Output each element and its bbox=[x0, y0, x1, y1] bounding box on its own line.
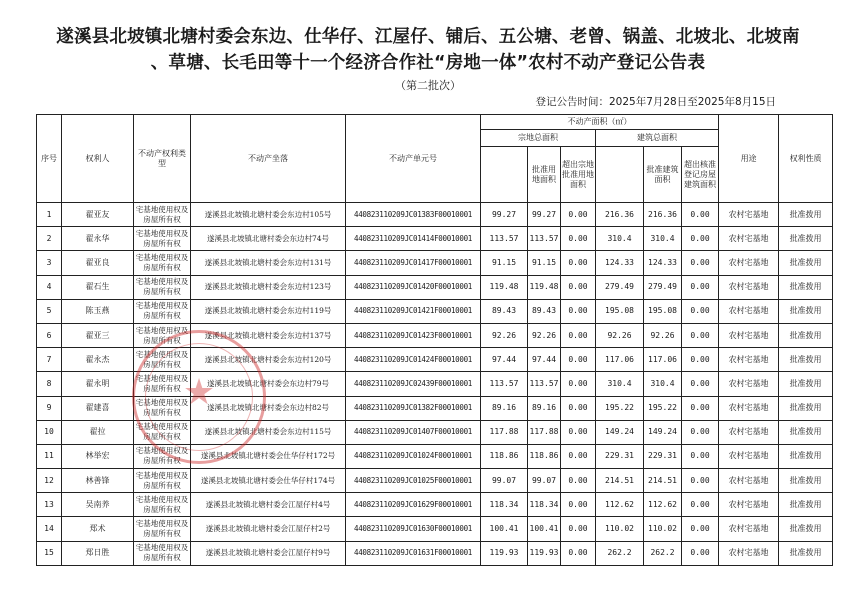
table-row bbox=[37, 493, 833, 517]
row-nature: 批准拨用 bbox=[779, 517, 833, 541]
row-owner: 郑日胜 bbox=[62, 541, 134, 565]
row-use: 农村宅基地 bbox=[719, 372, 779, 396]
row-land-total: 119.48 bbox=[481, 275, 528, 299]
row-seq: 7 bbox=[37, 348, 62, 372]
row-right-type: 宅基地使用权及房屋所有权 bbox=[134, 299, 191, 323]
row-land-total: 117.88 bbox=[481, 420, 528, 444]
row-land-excess: 0.00 bbox=[561, 299, 596, 323]
row-building-approved: 112.62 bbox=[644, 493, 682, 517]
row-location: 遂溪县北坡镇北塘村委会东边村74号 bbox=[191, 227, 346, 251]
header-right-type: 不动产权利类型 bbox=[134, 115, 191, 203]
row-unit-no: 440823110209JC01629F00010001 bbox=[346, 493, 481, 517]
row-land-approved: 89.43 bbox=[528, 299, 561, 323]
row-building-excess: 0.00 bbox=[682, 420, 719, 444]
row-right-type: 宅基地使用权及房屋所有权 bbox=[134, 372, 191, 396]
row-building-excess: 0.00 bbox=[682, 541, 719, 565]
row-land-total: 113.57 bbox=[481, 372, 528, 396]
row-right-type: 宅基地使用权及房屋所有权 bbox=[134, 323, 191, 347]
row-seq: 9 bbox=[37, 396, 62, 420]
row-use: 农村宅基地 bbox=[719, 323, 779, 347]
row-building-excess: 0.00 bbox=[682, 323, 719, 347]
row-building-excess: 0.00 bbox=[682, 372, 719, 396]
row-nature: 批准拨用 bbox=[779, 493, 833, 517]
row-building-approved: 279.49 bbox=[644, 275, 682, 299]
row-building-total: 110.02 bbox=[596, 517, 644, 541]
row-seq: 10 bbox=[37, 420, 62, 444]
table-row bbox=[37, 420, 833, 444]
row-building-excess: 0.00 bbox=[682, 251, 719, 275]
row-land-approved: 119.48 bbox=[528, 275, 561, 299]
table-row bbox=[37, 469, 833, 493]
row-owner: 林举宏 bbox=[62, 444, 134, 468]
row-land-total: 118.86 bbox=[481, 444, 528, 468]
row-unit-no: 440823110209JC01421F00010001 bbox=[346, 299, 481, 323]
row-building-total: 112.62 bbox=[596, 493, 644, 517]
row-land-excess: 0.00 bbox=[561, 396, 596, 420]
row-seq: 15 bbox=[37, 541, 62, 565]
row-seq: 5 bbox=[37, 299, 62, 323]
table-row bbox=[37, 517, 833, 541]
row-nature: 批准拨用 bbox=[779, 444, 833, 468]
header-owner: 权利人 bbox=[62, 115, 134, 203]
row-right-type: 宅基地使用权及房屋所有权 bbox=[134, 348, 191, 372]
announcement-period: 登记公告时间：2025年7月28日至2025年8月15日 bbox=[535, 96, 776, 108]
row-unit-no: 440823110209JC01424F00010001 bbox=[346, 348, 481, 372]
row-land-excess: 0.00 bbox=[561, 469, 596, 493]
row-building-approved: 229.31 bbox=[644, 444, 682, 468]
row-nature: 批准拨用 bbox=[779, 299, 833, 323]
row-land-approved: 113.57 bbox=[528, 227, 561, 251]
row-use: 农村宅基地 bbox=[719, 299, 779, 323]
table-row bbox=[37, 541, 833, 565]
row-land-excess: 0.00 bbox=[561, 420, 596, 444]
row-land-total: 97.44 bbox=[481, 348, 528, 372]
row-right-type: 宅基地使用权及房屋所有权 bbox=[134, 420, 191, 444]
row-building-approved: 262.2 bbox=[644, 541, 682, 565]
row-right-type: 宅基地使用权及房屋所有权 bbox=[134, 517, 191, 541]
row-seq: 3 bbox=[37, 251, 62, 275]
row-location: 遂溪县北坡镇北塘村委会东边村115号 bbox=[191, 420, 346, 444]
row-nature: 批准拨用 bbox=[779, 372, 833, 396]
row-use: 农村宅基地 bbox=[719, 203, 779, 227]
row-building-approved: 214.51 bbox=[644, 469, 682, 493]
document-title bbox=[10, 24, 846, 76]
row-use: 农村宅基地 bbox=[719, 420, 779, 444]
row-land-approved: 117.88 bbox=[528, 420, 561, 444]
row-land-excess: 0.00 bbox=[561, 323, 596, 347]
row-location: 遂溪县北坡镇北塘村委会江屋仔村2号 bbox=[191, 517, 346, 541]
table-row bbox=[37, 227, 833, 251]
row-land-excess: 0.00 bbox=[561, 203, 596, 227]
row-land-total: 92.26 bbox=[481, 323, 528, 347]
header-land-excess: 超出宗地批准用地面积 bbox=[561, 147, 596, 203]
table-row bbox=[37, 396, 833, 420]
table-row bbox=[37, 299, 833, 323]
row-owner: 林善锋 bbox=[62, 469, 134, 493]
row-use: 农村宅基地 bbox=[719, 517, 779, 541]
row-land-total: 113.57 bbox=[481, 227, 528, 251]
row-land-approved: 113.57 bbox=[528, 372, 561, 396]
row-land-excess: 0.00 bbox=[561, 251, 596, 275]
header-nature: 权利性质 bbox=[779, 115, 833, 203]
row-right-type: 宅基地使用权及房屋所有权 bbox=[134, 227, 191, 251]
row-land-total: 89.43 bbox=[481, 299, 528, 323]
row-nature: 批准拨用 bbox=[779, 469, 833, 493]
seal-star-icon: ★ bbox=[182, 372, 216, 413]
title-line-1: 遂溪县北坡镇北塘村委会东边、仕华仔、江屋仔、铺后、五公塘、老曾、锅盖、北坡北、北坡南 bbox=[56, 27, 800, 47]
table-row bbox=[37, 251, 833, 275]
row-unit-no: 440823110209JC01382F00010001 bbox=[346, 396, 481, 420]
row-land-approved: 118.86 bbox=[528, 444, 561, 468]
header-seq: 序号 bbox=[37, 115, 62, 203]
row-use: 农村宅基地 bbox=[719, 541, 779, 565]
row-land-excess: 0.00 bbox=[561, 275, 596, 299]
row-owner: 郑术 bbox=[62, 517, 134, 541]
row-building-excess: 0.00 bbox=[682, 517, 719, 541]
row-unit-no: 440823110209JC01631F00010001 bbox=[346, 541, 481, 565]
header-land-group: 宗地总面积 bbox=[481, 130, 596, 147]
row-land-total: 99.07 bbox=[481, 469, 528, 493]
row-land-approved: 91.15 bbox=[528, 251, 561, 275]
row-building-approved: 216.36 bbox=[644, 203, 682, 227]
row-building-total: 124.33 bbox=[596, 251, 644, 275]
row-building-approved: 310.4 bbox=[644, 372, 682, 396]
row-building-approved: 110.02 bbox=[644, 517, 682, 541]
row-building-total: 279.49 bbox=[596, 275, 644, 299]
row-use: 农村宅基地 bbox=[719, 251, 779, 275]
registration-table bbox=[36, 114, 833, 566]
row-location: 遂溪县北坡镇北塘村委会东边村82号 bbox=[191, 396, 346, 420]
row-nature: 批准拨用 bbox=[779, 203, 833, 227]
title-line-2: 、草塘、长毛田等十一个经济合作社“房地一体”农村不动产登记公告表 bbox=[150, 53, 706, 73]
row-building-total: 216.36 bbox=[596, 203, 644, 227]
row-location: 遂溪县北坡镇北塘村委会江屋仔村4号 bbox=[191, 493, 346, 517]
table-row bbox=[37, 444, 833, 468]
row-use: 农村宅基地 bbox=[719, 348, 779, 372]
header-unit-no: 不动产单元号 bbox=[346, 115, 481, 203]
row-building-excess: 0.00 bbox=[682, 203, 719, 227]
row-right-type: 宅基地使用权及房屋所有权 bbox=[134, 541, 191, 565]
row-location: 遂溪县北坡镇北塘村委会东边村120号 bbox=[191, 348, 346, 372]
row-land-approved: 99.27 bbox=[528, 203, 561, 227]
row-land-excess: 0.00 bbox=[561, 348, 596, 372]
row-seq: 2 bbox=[37, 227, 62, 251]
row-unit-no: 440823110209JC01383F00010001 bbox=[346, 203, 481, 227]
row-building-excess: 0.00 bbox=[682, 275, 719, 299]
row-owner: 翟永华 bbox=[62, 227, 134, 251]
row-right-type: 宅基地使用权及房屋所有权 bbox=[134, 493, 191, 517]
row-owner: 翟建喜 bbox=[62, 396, 134, 420]
table-row bbox=[37, 348, 833, 372]
header-area-group: 不动产面积（㎡） bbox=[481, 115, 719, 130]
table-body bbox=[37, 203, 833, 566]
row-land-excess: 0.00 bbox=[561, 541, 596, 565]
row-building-total: 262.2 bbox=[596, 541, 644, 565]
row-use: 农村宅基地 bbox=[719, 275, 779, 299]
header-building-total bbox=[596, 147, 644, 203]
header-building-approved: 批准建筑面积 bbox=[644, 147, 682, 203]
row-nature: 批准拨用 bbox=[779, 420, 833, 444]
row-use: 农村宅基地 bbox=[719, 493, 779, 517]
row-building-excess: 0.00 bbox=[682, 227, 719, 251]
row-owner: 翟永杰 bbox=[62, 348, 134, 372]
row-seq: 14 bbox=[37, 517, 62, 541]
row-use: 农村宅基地 bbox=[719, 469, 779, 493]
row-unit-no: 440823110209JC01630F00010001 bbox=[346, 517, 481, 541]
row-land-approved: 119.93 bbox=[528, 541, 561, 565]
row-right-type: 宅基地使用权及房屋所有权 bbox=[134, 396, 191, 420]
row-land-total: 119.93 bbox=[481, 541, 528, 565]
row-location: 遂溪县北坡镇北塘村委会东边村123号 bbox=[191, 275, 346, 299]
row-seq: 4 bbox=[37, 275, 62, 299]
row-owner: 翟拉 bbox=[62, 420, 134, 444]
row-seq: 13 bbox=[37, 493, 62, 517]
row-land-total: 91.15 bbox=[481, 251, 528, 275]
row-owner: 翟亚三 bbox=[62, 323, 134, 347]
row-land-approved: 99.07 bbox=[528, 469, 561, 493]
table-row bbox=[37, 203, 833, 227]
row-nature: 批准拨用 bbox=[779, 323, 833, 347]
row-use: 农村宅基地 bbox=[719, 444, 779, 468]
row-unit-no: 440823110209JC01414F00010001 bbox=[346, 227, 481, 251]
row-building-approved: 124.33 bbox=[644, 251, 682, 275]
header-location: 不动产坐落 bbox=[191, 115, 346, 203]
header-building-group: 建筑总面积 bbox=[596, 130, 719, 147]
row-building-total: 117.06 bbox=[596, 348, 644, 372]
row-land-total: 99.27 bbox=[481, 203, 528, 227]
row-owner: 翟永明 bbox=[62, 372, 134, 396]
row-building-total: 195.22 bbox=[596, 396, 644, 420]
row-building-total: 310.4 bbox=[596, 227, 644, 251]
row-land-total: 89.16 bbox=[481, 396, 528, 420]
row-building-excess: 0.00 bbox=[682, 348, 719, 372]
row-building-approved: 117.06 bbox=[644, 348, 682, 372]
row-location: 遂溪县北坡镇北塘村委会江屋仔村9号 bbox=[191, 541, 346, 565]
row-owner: 翟亚良 bbox=[62, 251, 134, 275]
header-land-total bbox=[481, 147, 528, 203]
row-land-excess: 0.00 bbox=[561, 227, 596, 251]
row-nature: 批准拨用 bbox=[779, 275, 833, 299]
row-building-approved: 195.22 bbox=[644, 396, 682, 420]
row-land-excess: 0.00 bbox=[561, 372, 596, 396]
row-unit-no: 440823110209JC01024F00010001 bbox=[346, 444, 481, 468]
row-location: 遂溪县北坡镇北塘村委会东边村137号 bbox=[191, 323, 346, 347]
row-building-total: 229.31 bbox=[596, 444, 644, 468]
row-building-total: 214.51 bbox=[596, 469, 644, 493]
row-building-approved: 310.4 bbox=[644, 227, 682, 251]
row-unit-no: 440823110209JC01025F00010001 bbox=[346, 469, 481, 493]
row-unit-no: 440823110209JC01407F00010001 bbox=[346, 420, 481, 444]
row-nature: 批准拨用 bbox=[779, 348, 833, 372]
row-right-type: 宅基地使用权及房屋所有权 bbox=[134, 275, 191, 299]
row-unit-no: 440823110209JC01420F00010001 bbox=[346, 275, 481, 299]
table-row bbox=[37, 372, 833, 396]
row-location: 遂溪县北坡镇北塘村委会仕华仔村174号 bbox=[191, 469, 346, 493]
row-building-total: 92.26 bbox=[596, 323, 644, 347]
row-building-approved: 149.24 bbox=[644, 420, 682, 444]
row-owner: 陈玉燕 bbox=[62, 299, 134, 323]
row-building-approved: 195.08 bbox=[644, 299, 682, 323]
row-location: 遂溪县北坡镇北塘村委会东边村105号 bbox=[191, 203, 346, 227]
row-building-excess: 0.00 bbox=[682, 493, 719, 517]
row-right-type: 宅基地使用权及房屋所有权 bbox=[134, 469, 191, 493]
row-nature: 批准拨用 bbox=[779, 227, 833, 251]
row-building-total: 310.4 bbox=[596, 372, 644, 396]
row-seq: 12 bbox=[37, 469, 62, 493]
row-unit-no: 440823110209JC01423F00010001 bbox=[346, 323, 481, 347]
row-land-excess: 0.00 bbox=[561, 444, 596, 468]
row-right-type: 宅基地使用权及房屋所有权 bbox=[134, 251, 191, 275]
header-use: 用途 bbox=[719, 115, 779, 203]
row-owner: 翟石生 bbox=[62, 275, 134, 299]
header-land-approved: 批准用地面积 bbox=[528, 147, 561, 203]
row-location: 遂溪县北坡镇北塘村委会东边村131号 bbox=[191, 251, 346, 275]
row-land-approved: 92.26 bbox=[528, 323, 561, 347]
row-location: 遂溪县北坡镇北塘村委会东边村79号 bbox=[191, 372, 346, 396]
row-owner: 翟亚友 bbox=[62, 203, 134, 227]
header-building-excess: 超出核准登记房屋建筑面积 bbox=[682, 147, 719, 203]
row-use: 农村宅基地 bbox=[719, 227, 779, 251]
row-unit-no: 440823110209JC02439F00010001 bbox=[346, 372, 481, 396]
row-building-excess: 0.00 bbox=[682, 299, 719, 323]
row-building-excess: 0.00 bbox=[682, 469, 719, 493]
row-land-total: 100.41 bbox=[481, 517, 528, 541]
row-building-excess: 0.00 bbox=[682, 444, 719, 468]
row-nature: 批准拨用 bbox=[779, 251, 833, 275]
row-land-excess: 0.00 bbox=[561, 517, 596, 541]
row-building-total: 195.08 bbox=[596, 299, 644, 323]
row-land-approved: 118.34 bbox=[528, 493, 561, 517]
row-seq: 1 bbox=[37, 203, 62, 227]
row-right-type: 宅基地使用权及房屋所有权 bbox=[134, 444, 191, 468]
row-location: 遂溪县北坡镇北塘村委会仕华仔村172号 bbox=[191, 444, 346, 468]
row-seq: 11 bbox=[37, 444, 62, 468]
row-nature: 批准拨用 bbox=[779, 396, 833, 420]
row-building-total: 149.24 bbox=[596, 420, 644, 444]
table-row bbox=[37, 275, 833, 299]
row-use: 农村宅基地 bbox=[719, 396, 779, 420]
row-seq: 8 bbox=[37, 372, 62, 396]
row-land-excess: 0.00 bbox=[561, 493, 596, 517]
row-land-approved: 89.16 bbox=[528, 396, 561, 420]
row-land-total: 118.34 bbox=[481, 493, 528, 517]
row-seq: 6 bbox=[37, 323, 62, 347]
row-right-type: 宅基地使用权及房屋所有权 bbox=[134, 203, 191, 227]
row-land-approved: 100.41 bbox=[528, 517, 561, 541]
row-land-approved: 97.44 bbox=[528, 348, 561, 372]
row-unit-no: 440823110209JC01417F00010001 bbox=[346, 251, 481, 275]
row-owner: 吴南养 bbox=[62, 493, 134, 517]
row-nature: 批准拨用 bbox=[779, 541, 833, 565]
row-building-excess: 0.00 bbox=[682, 396, 719, 420]
row-building-approved: 92.26 bbox=[644, 323, 682, 347]
batch-subtitle: （第二批次） bbox=[395, 79, 461, 92]
table-row bbox=[37, 323, 833, 347]
row-location: 遂溪县北坡镇北塘村委会东边村119号 bbox=[191, 299, 346, 323]
